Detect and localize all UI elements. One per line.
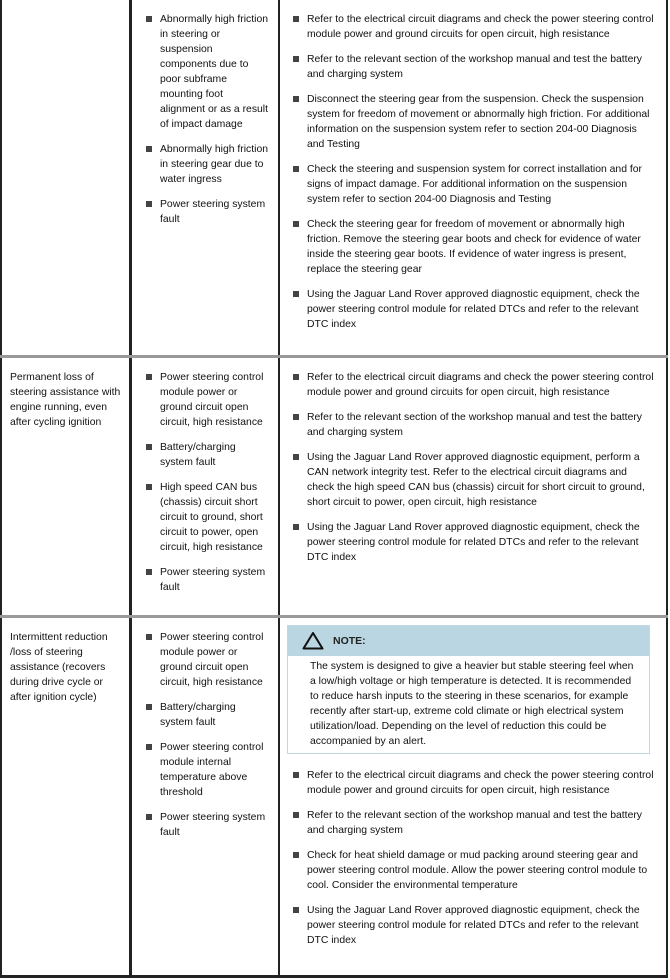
bullet-square-icon — [146, 744, 152, 750]
table-row — [0, 358, 670, 615]
row-divider — [0, 615, 668, 618]
list-item: Refer to the relevant section of the workshop manual and test the battery and charging system — [280, 410, 656, 440]
list-item: Refer to the electrical circuit diagrams and check the power steering control module power and ground circuits for open circuit, high resistance — [280, 768, 656, 798]
causes-cell — [131, 0, 280, 355]
causes-cell — [131, 358, 280, 615]
causes-list — [131, 0, 280, 227]
bullet-square-icon — [293, 414, 299, 420]
list-item: Refer to the relevant section of the workshop manual and test the battery and charging system — [280, 52, 656, 82]
condition-text — [0, 0, 131, 12]
list-item: Using the Jaguar Land Rover approved diagnostic equipment, check the power steering control module for related DTCs and refer to the relevant DTC index — [280, 903, 656, 948]
table-row — [0, 618, 670, 978]
list-item: Check the steering and suspension system for correct installation and for signs of impact damage. For additional information on the suspension system refer to section 204-00 Diagnosis and Testing — [280, 162, 656, 207]
list-item: Battery/charging system fault — [133, 700, 270, 730]
list-item: Refer to the electrical circuit diagrams and check the power steering control module power and ground circuits for open circuit, high resistance — [280, 12, 656, 42]
table-border-bottom — [0, 975, 668, 978]
list-item: Abnormally high friction in steering or suspension components due to poor subframe mounting foot alignment or as a result of impact damage — [133, 12, 270, 132]
bullet-square-icon — [146, 444, 152, 450]
list-item: Using the Jaguar Land Rover approved diagnostic equipment, check the power steering control module for related DTCs and refer to the relevant DTC index — [280, 287, 656, 332]
note-text: The system is designed to give a heavier but stable steering feel when a low/high voltage or high temperature is detected. It is recommended to reduce harsh inputs to the steering in these scenarios, for example recently after start-up, extreme cold climate or high electrical system utilization/load. Depending on the level of reduction this could be accompanied by an alert. — [310, 661, 634, 747]
list-item: Refer to the relevant section of the workshop manual and test the battery and charging system — [280, 808, 656, 838]
actions-cell — [280, 618, 670, 978]
bullet-square-icon — [146, 146, 152, 152]
list-item: Power steering system fault — [133, 197, 270, 227]
bullet-square-icon — [293, 221, 299, 227]
bullet-square-icon — [293, 454, 299, 460]
condition-text: Intermittent reduction /loss of steering assistance (recovers during drive cycle or after ignition cycle) — [10, 632, 108, 703]
table-border-left — [0, 0, 2, 978]
condition-cell — [0, 618, 131, 978]
note-title: NOTE: — [333, 635, 366, 647]
bullet-square-icon — [293, 907, 299, 913]
bullet-square-icon — [146, 374, 152, 380]
bullet-square-icon — [293, 166, 299, 172]
condition-cell — [0, 0, 131, 355]
bullet-square-icon — [293, 772, 299, 778]
list-item: Refer to the electrical circuit diagrams and check the power steering control module power and ground circuits for open circuit, high resistance — [280, 370, 656, 400]
bullet-square-icon — [293, 374, 299, 380]
row-divider — [0, 355, 668, 358]
list-item: Power steering control module power or ground circuit open circuit, high resistance — [133, 630, 270, 690]
note-header — [288, 626, 649, 656]
bullet-square-icon — [146, 704, 152, 710]
note-box — [287, 625, 650, 754]
bullet-square-icon — [146, 484, 152, 490]
bullet-square-icon — [146, 16, 152, 22]
actions-list — [280, 0, 670, 332]
list-item: High speed CAN bus (chassis) circuit short circuit to ground, short circuit to power, open circuit, high resistance — [133, 480, 270, 555]
condition-cell — [0, 358, 131, 615]
actions-cell — [280, 0, 670, 355]
list-item: Using the Jaguar Land Rover approved diagnostic equipment, check the power steering control module for related DTCs and refer to the relevant DTC index — [280, 520, 656, 565]
table-border-right — [666, 0, 668, 978]
column-divider — [278, 0, 280, 978]
list-item: Power steering control module internal temperature above threshold — [133, 740, 270, 800]
column-divider — [129, 0, 132, 978]
actions-list — [280, 358, 670, 565]
bullet-square-icon — [146, 814, 152, 820]
list-item: Power steering control module power or ground circuit open circuit, high resistance — [133, 370, 270, 430]
bullet-square-icon — [293, 56, 299, 62]
warning-triangle-icon — [302, 631, 324, 650]
table-row — [0, 0, 670, 355]
list-item: Check the steering gear for freedom of movement or abnormally high friction. Remove the steering gear boots and check for evidence of water inside the steering gear boots. If evidence of water ingress is present, replace the steering gear — [280, 217, 656, 277]
bullet-square-icon — [146, 201, 152, 207]
actions-cell — [280, 358, 670, 615]
bullet-square-icon — [146, 634, 152, 640]
bullet-square-icon — [146, 569, 152, 575]
causes-list — [131, 618, 280, 840]
bullet-square-icon — [293, 524, 299, 530]
condition-text: Permanent loss of steering assistance with engine running, even after cycling ignition — [10, 372, 121, 428]
bullet-square-icon — [293, 16, 299, 22]
list-item: Battery/charging system fault — [133, 440, 270, 470]
bullet-square-icon — [293, 96, 299, 102]
list-item: Disconnect the steering gear from the suspension. Check the suspension system for freedom of movement or abnormally high friction. For additional information on the suspension system refer to section 204-00 Diagnosis and Testing — [280, 92, 656, 152]
list-item: Power steering system fault — [133, 565, 270, 595]
list-item: Using the Jaguar Land Rover approved diagnostic equipment, perform a CAN network integrity test. Refer to the electrical circuit diagrams and check the high speed CAN bus (chassis) circuit for short circuit to ground, short circuit to power, open circuit, high resistance — [280, 450, 656, 510]
causes-list — [131, 358, 280, 595]
bullet-square-icon — [293, 812, 299, 818]
list-item: Check for heat shield damage or mud packing around steering gear and power steering control module. Allow the power steering control module to cool. Consider the environmental temperature — [280, 848, 656, 893]
bullet-square-icon — [293, 852, 299, 858]
list-item: Abnormally high friction in steering gear due to water ingress — [133, 142, 270, 187]
bullet-square-icon — [293, 291, 299, 297]
list-item: Power steering system fault — [133, 810, 270, 840]
causes-cell — [131, 618, 280, 978]
